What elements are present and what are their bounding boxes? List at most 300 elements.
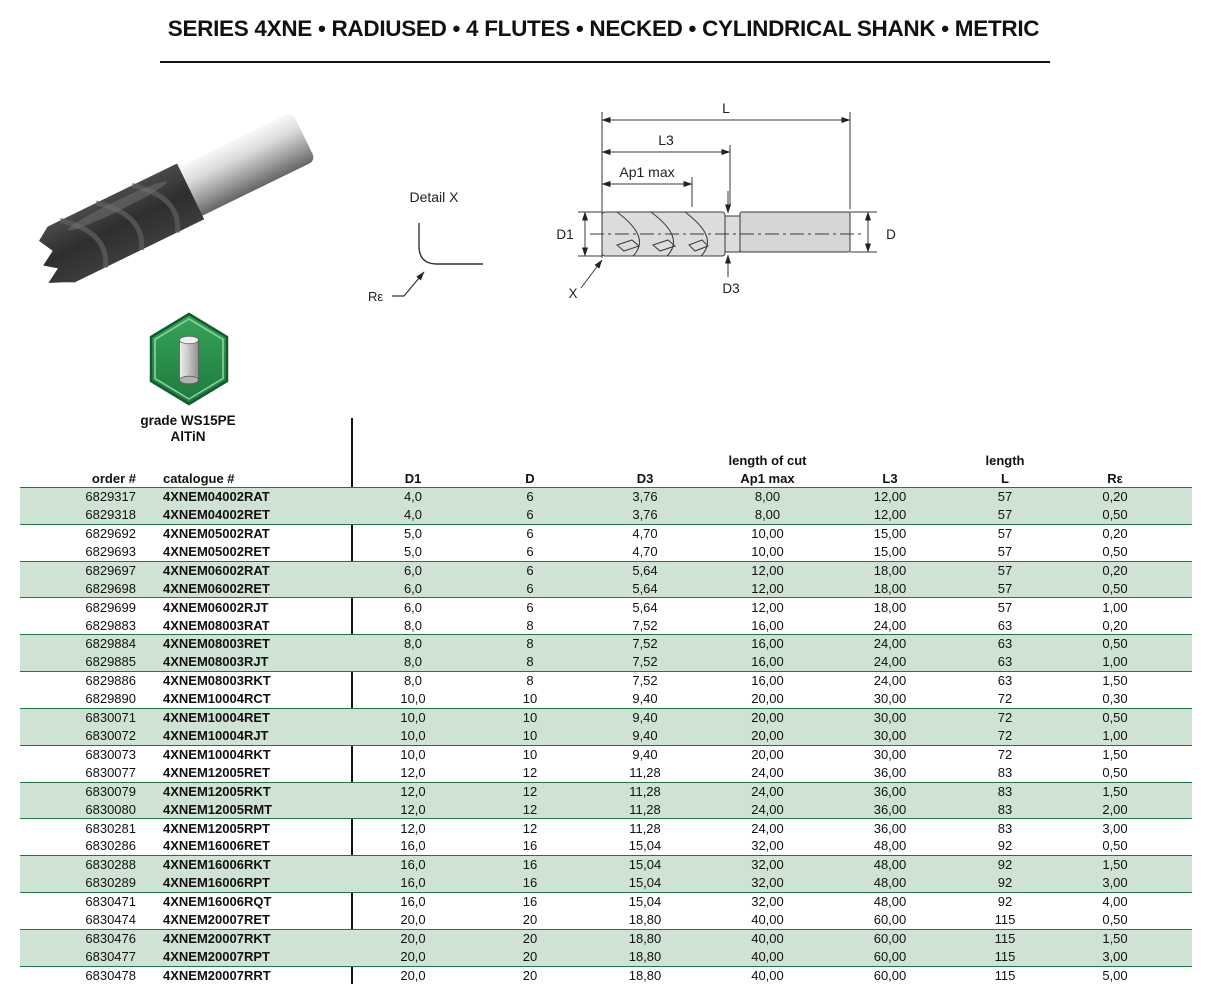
table-cell: 30,00 <box>873 727 907 743</box>
table-cell: 4XNEM20007RKT <box>163 930 271 946</box>
table-cell: 4XNEM08003RET <box>163 636 270 652</box>
table-cell: 6 <box>526 543 534 559</box>
col-header-re: Rε <box>1107 471 1123 486</box>
table-cell: 9,40 <box>632 710 658 726</box>
table-cell: 10 <box>522 746 538 762</box>
table-cell: 6 <box>526 526 534 542</box>
table-cell: 6830073 <box>85 746 136 762</box>
table-header-row <box>20 469 1192 486</box>
table-cell: 6829698 <box>85 580 136 596</box>
table-cell: 60,00 <box>873 912 907 928</box>
table-cell: 9,40 <box>632 727 658 743</box>
table-row <box>20 505 1192 523</box>
table-cell: 6829885 <box>85 654 136 670</box>
table-cell: 10,00 <box>751 543 784 559</box>
table-cell: 6829693 <box>85 543 136 559</box>
table-cell: 1,50 <box>1102 673 1128 689</box>
table-cell: 32,00 <box>751 894 784 910</box>
table-cell: 12,00 <box>751 580 784 596</box>
table-cell: 6830077 <box>85 764 136 780</box>
table-cell: 6830289 <box>85 875 136 891</box>
table-row <box>20 653 1192 671</box>
col-header-l3: L3 <box>882 471 898 486</box>
table-cell: 0,20 <box>1102 562 1128 578</box>
table-row <box>20 855 1192 873</box>
table-cell: 30,00 <box>873 691 907 707</box>
table-cell: 12,00 <box>873 507 907 523</box>
table-row <box>20 671 1192 689</box>
table-cell: 4XNEM04002RET <box>163 507 270 523</box>
table-cell: 92 <box>997 875 1013 891</box>
table-cell: 115 <box>994 930 1016 946</box>
table-cell: 4XNEM16006RKT <box>163 857 271 873</box>
table-cell: 7,52 <box>632 654 658 670</box>
table-cell: 36,00 <box>873 764 907 780</box>
table-cell: 32,00 <box>751 875 784 891</box>
table-cell: 16,0 <box>400 894 426 910</box>
table-cell: 40,00 <box>751 930 784 946</box>
table-cell: 6829692 <box>85 526 136 542</box>
table-cell: 18,00 <box>873 599 907 615</box>
table-cell: 48,00 <box>873 894 907 910</box>
table-cell: 7,52 <box>632 673 658 689</box>
table-cell: 115 <box>994 948 1016 964</box>
table-cell: 36,00 <box>873 783 907 799</box>
col-header-d3: D3 <box>636 471 654 486</box>
table-cell: 0,20 <box>1102 617 1128 633</box>
re-leader-line <box>392 272 424 296</box>
table-cell: 0,50 <box>1102 764 1128 780</box>
table-cell: 16,00 <box>751 654 784 670</box>
table-cell: 40,00 <box>751 948 784 964</box>
table-cell: 18,00 <box>873 562 907 578</box>
table-cell: 1,00 <box>1102 599 1128 615</box>
table-cell: 8,00 <box>754 507 781 523</box>
table-cell: 24,00 <box>873 636 907 652</box>
table-cell: 63 <box>997 654 1013 670</box>
table-cell: 0,20 <box>1102 489 1128 505</box>
table-row <box>20 634 1192 652</box>
table-cell: 24,00 <box>751 764 784 780</box>
table-cell: 3,00 <box>1102 875 1128 891</box>
table-cell: 32,00 <box>751 838 784 854</box>
table-cell: 20 <box>522 930 538 946</box>
table-cell: 92 <box>997 838 1013 854</box>
table-cell: 83 <box>997 783 1013 799</box>
table-cell: 3,00 <box>1102 820 1128 836</box>
table-cell: 12 <box>522 764 538 780</box>
table-cell: 15,04 <box>628 838 662 854</box>
table-cell: 6830072 <box>85 727 136 743</box>
table-cell: 4XNEM20007RET <box>163 912 270 928</box>
table-cell: 4XNEM08003RKT <box>163 673 271 689</box>
table-cell: 4XNEM10004RKT <box>163 746 271 762</box>
table-cell: 8,0 <box>403 617 423 633</box>
table-row <box>20 947 1192 965</box>
table-cell: 6829318 <box>85 507 136 523</box>
table-cell: 16 <box>522 838 538 854</box>
table-row <box>20 800 1192 818</box>
table-cell: 11,28 <box>629 764 661 780</box>
table-row <box>20 782 1192 800</box>
table-cell: 8,00 <box>754 489 781 505</box>
table-cell: 20,0 <box>400 912 426 928</box>
table-cell: 4XNEM08003RAT <box>163 617 270 633</box>
table-cell: 115 <box>994 912 1016 928</box>
table-cell: 4XNEM12005RPT <box>163 820 270 836</box>
table-cell: 10 <box>522 691 538 707</box>
table-cell: 63 <box>997 636 1013 652</box>
grade-badge-hexagon-icon <box>146 312 232 406</box>
table-cell: 11,28 <box>629 801 661 817</box>
table-cell: 5,00 <box>1102 967 1128 983</box>
table-cell: 8 <box>526 673 534 689</box>
table-cell: 16,0 <box>400 857 426 873</box>
table-cell: 57 <box>997 599 1013 615</box>
table-cell: 6 <box>526 580 534 596</box>
grade-name: grade WS15PE <box>140 413 236 428</box>
corner-radius-profile <box>419 223 483 264</box>
table-cell: 6,0 <box>403 599 423 615</box>
table-cell: 24,00 <box>873 617 907 633</box>
table-cell: 12,0 <box>400 783 426 799</box>
table-cell: 1,50 <box>1102 930 1128 946</box>
table-cell: 48,00 <box>873 875 907 891</box>
table-cell: 4,70 <box>632 543 658 559</box>
table-row <box>20 929 1192 947</box>
table-cell: 16,00 <box>751 673 784 689</box>
table-cell: 20,00 <box>751 727 784 743</box>
table-cell: 4,0 <box>403 489 423 505</box>
table-cell: 18,80 <box>628 967 662 983</box>
table-cell: 72 <box>997 727 1013 743</box>
table-cell: 15,00 <box>873 526 907 542</box>
table-cell: 10,00 <box>751 526 784 542</box>
table-cell: 15,04 <box>628 857 662 873</box>
table-cell: 63 <box>997 673 1013 689</box>
table-row <box>20 689 1192 707</box>
table-cell: 12,0 <box>400 820 426 836</box>
table-cell: 20 <box>522 948 538 964</box>
table-cell: 60,00 <box>873 948 907 964</box>
col-header-l: L <box>1001 471 1009 486</box>
table-cell: 7,52 <box>632 617 658 633</box>
table-cell: 20 <box>522 967 538 983</box>
table-cell: 6830471 <box>85 894 136 910</box>
table-row <box>20 616 1192 634</box>
table-cell: 4XNEM08003RJT <box>163 654 269 670</box>
product-photo-endmill <box>38 100 330 300</box>
table-cell: 12 <box>522 783 538 799</box>
table-cell: 36,00 <box>873 820 907 836</box>
table-cell: 16 <box>522 894 538 910</box>
table-cell: 1,00 <box>1102 654 1128 670</box>
table-cell: 4XNEM05002RET <box>163 543 270 559</box>
table-cell: 92 <box>997 857 1013 873</box>
table-row <box>20 837 1192 855</box>
table-row <box>20 892 1192 910</box>
table-row <box>20 524 1192 542</box>
table-cell: 6830474 <box>85 912 136 928</box>
table-cell: 4XNEM12005RET <box>163 764 270 780</box>
table-cell: 11,28 <box>629 820 661 836</box>
table-cell: 4XNEM06002RJT <box>163 599 269 615</box>
table-cell: 1,50 <box>1102 746 1128 762</box>
table-cell: 10,0 <box>400 710 426 726</box>
table-cell: 6830478 <box>85 967 136 983</box>
table-cell: 20,0 <box>400 930 426 946</box>
table-cell: 24,00 <box>873 654 907 670</box>
table-cell: 12,00 <box>751 599 784 615</box>
table-cell: 4,70 <box>632 526 658 542</box>
table-row <box>20 579 1192 597</box>
table-cell: 0,50 <box>1102 507 1128 523</box>
table-cell: 1,00 <box>1102 727 1128 743</box>
table-cell: 6829697 <box>85 562 136 578</box>
table-cell: 48,00 <box>873 838 907 854</box>
table-cell: 30,00 <box>873 710 907 726</box>
table-cell: 48,00 <box>873 857 907 873</box>
dim-label-D3: D3 <box>722 281 740 296</box>
page-title: SERIES 4XNE • RADIUSED • 4 FLUTES • NECKED • CYLINDRICAL SHANK • METRIC <box>167 16 1040 41</box>
table-cell: 6 <box>526 562 534 578</box>
table-cell: 83 <box>997 820 1013 836</box>
table-cell: 12 <box>522 820 538 836</box>
table-cell: 4XNEM05002RAT <box>163 526 270 542</box>
table-cell: 6829884 <box>85 636 136 652</box>
table-cell: 0,50 <box>1102 580 1128 596</box>
group-header-length: length <box>985 453 1025 468</box>
table-cell: 6829317 <box>85 489 136 505</box>
table-cell: 0,30 <box>1102 691 1128 707</box>
dim-label-D: D <box>886 227 896 242</box>
table-cell: 5,0 <box>403 543 423 559</box>
table-cell: 5,64 <box>632 599 658 615</box>
table-row <box>20 910 1192 928</box>
table-cell: 16,00 <box>751 636 784 652</box>
table-cell: 20,00 <box>751 691 784 707</box>
table-cell: 6 <box>526 507 534 523</box>
table-cell: 4XNEM10004RCT <box>163 691 271 707</box>
table-cell: 6829699 <box>85 599 136 615</box>
table-cell: 24,00 <box>751 783 784 799</box>
table-cell: 83 <box>997 801 1013 817</box>
table-cell: 12,00 <box>873 489 907 505</box>
table-cell: 4XNEM12005RMT <box>163 801 273 817</box>
table-cell: 8 <box>526 636 534 652</box>
table-row <box>20 763 1192 781</box>
table-cell: 6830281 <box>85 820 136 836</box>
table-cell: 32,00 <box>751 857 784 873</box>
table-cell: 6,0 <box>403 562 423 578</box>
table-cell: 4XNEM06002RAT <box>163 562 270 578</box>
table-cell: 20,00 <box>751 710 784 726</box>
table-row <box>20 745 1192 763</box>
table-cell: 4XNEM10004RJT <box>163 727 269 743</box>
table-cell: 36,00 <box>873 801 907 817</box>
table-cell: 9,40 <box>632 746 658 762</box>
table-cell: 115 <box>994 967 1016 983</box>
table-cell: 40,00 <box>751 912 784 928</box>
table-cell: 12,0 <box>400 764 426 780</box>
table-cell: 6830476 <box>85 930 136 946</box>
table-cell: 8,0 <box>403 654 423 670</box>
table-cell: 16,00 <box>751 617 784 633</box>
table-cell: 24,00 <box>751 820 784 836</box>
table-row <box>20 818 1192 836</box>
table-cell: 0,50 <box>1102 838 1128 854</box>
table-cell: 6829883 <box>85 617 136 633</box>
table-cell: 1,50 <box>1102 857 1128 873</box>
table-cell: 6830079 <box>85 783 136 799</box>
table-cell: 11,28 <box>629 783 661 799</box>
table-cell: 0,50 <box>1102 636 1128 652</box>
table-row <box>20 597 1192 615</box>
table-cell: 57 <box>997 507 1013 523</box>
table-cell: 6 <box>526 599 534 615</box>
table-cell: 8 <box>526 654 534 670</box>
dimension-drawing <box>545 95 905 320</box>
table-cell: 57 <box>997 489 1013 505</box>
table-cell: 4,00 <box>1102 894 1128 910</box>
col-header-catalogue: catalogue # <box>163 471 235 486</box>
table-cell: 15,00 <box>873 543 907 559</box>
table-cell: 40,00 <box>751 967 784 983</box>
table-row <box>20 542 1192 560</box>
table-cell: 4XNEM10004RET <box>163 710 270 726</box>
table-cell: 6829890 <box>85 691 136 707</box>
dim-label-L: L <box>722 100 730 116</box>
re-label: Rε <box>368 289 384 304</box>
table-row <box>20 561 1192 579</box>
table-cell: 0,20 <box>1102 526 1128 542</box>
grade-block <box>103 413 273 445</box>
table-cell: 30,00 <box>873 746 907 762</box>
dim-label-L3: L3 <box>658 132 674 148</box>
table-row <box>20 966 1192 984</box>
table-cell: 16 <box>522 875 538 891</box>
table-cell: 16 <box>522 857 538 873</box>
table-cell: 10,0 <box>400 746 426 762</box>
table-cell: 6830477 <box>85 948 136 964</box>
table-group-header-row <box>20 452 1192 468</box>
table-cell: 6,0 <box>403 580 423 596</box>
table-cell: 4XNEM16006RQT <box>163 894 272 910</box>
table-cell: 1,50 <box>1102 783 1128 799</box>
table-cell: 16,0 <box>400 875 426 891</box>
table-cell: 10,0 <box>400 727 426 743</box>
table-cell: 3,76 <box>632 489 658 505</box>
table-cell: 4XNEM16006RET <box>163 838 270 854</box>
table-cell: 2,00 <box>1102 801 1128 817</box>
table-cell: 57 <box>997 562 1013 578</box>
table-row <box>20 708 1192 726</box>
table-cell: 4,0 <box>403 507 423 523</box>
table-cell: 20,0 <box>400 948 426 964</box>
table-cell: 6830071 <box>85 710 136 726</box>
col-header-d: D <box>525 471 535 486</box>
table-cell: 6830288 <box>85 857 136 873</box>
table-cell: 4XNEM16006RPT <box>163 875 270 891</box>
table-rows <box>20 487 1192 984</box>
table-cell: 4XNEM04002RAT <box>163 489 270 505</box>
table-cell: 72 <box>997 710 1013 726</box>
table-cell: 15,04 <box>628 875 662 891</box>
table-cell: 72 <box>997 691 1013 707</box>
table-cell: 8,0 <box>403 673 423 689</box>
table-cell: 3,00 <box>1102 948 1128 964</box>
table-cell: 72 <box>997 746 1013 762</box>
table-cell: 5,0 <box>403 526 423 542</box>
dim-label-Ap1max: Ap1 max <box>619 164 675 180</box>
table-cell: 10 <box>522 710 538 726</box>
table-cell: 8,0 <box>403 636 423 652</box>
table-cell: 18,80 <box>628 912 662 928</box>
table-cell: 0,50 <box>1102 912 1128 928</box>
table-cell: 83 <box>997 764 1013 780</box>
detail-x-label: Detail X <box>409 189 459 205</box>
col-header-d1: D1 <box>404 471 422 486</box>
detail-x-diagram <box>352 186 517 306</box>
table-cell: 10,0 <box>400 691 426 707</box>
table-row <box>20 874 1192 892</box>
table-cell: 16,0 <box>400 838 426 854</box>
table-cell: 63 <box>997 617 1013 633</box>
table-cell: 9,40 <box>632 691 658 707</box>
table-cell: 24,00 <box>751 801 784 817</box>
table-row <box>20 726 1192 744</box>
dim-label-D1: D1 <box>556 227 574 242</box>
table-cell: 12 <box>522 801 538 817</box>
table-cell: 92 <box>997 894 1013 910</box>
table-cell: 4XNEM20007RRT <box>163 967 271 983</box>
table-cell: 6829886 <box>85 673 136 689</box>
group-header-length-of-cut: length of cut <box>728 453 807 468</box>
table-cell: 57 <box>997 543 1013 559</box>
table-cell: 8 <box>526 617 534 633</box>
table-cell: 6830286 <box>85 838 136 854</box>
grade-coating: AlTiN <box>170 429 206 444</box>
table-cell: 5,64 <box>632 580 658 596</box>
table-cell: 12,0 <box>400 801 426 817</box>
cylinder-icon <box>180 336 199 384</box>
table-cell: 20,0 <box>400 967 426 983</box>
dim-label-X: X <box>568 286 578 301</box>
table-cell: 7,52 <box>632 636 658 652</box>
table-cell: 0,50 <box>1102 710 1128 726</box>
col-header-ap1max: Ap1 max <box>740 471 795 486</box>
table-cell: 18,80 <box>628 930 662 946</box>
table-cell: 18,00 <box>873 580 907 596</box>
table-cell: 4XNEM06002RET <box>163 580 270 596</box>
table-cell: 15,04 <box>628 894 662 910</box>
table-cell: 4XNEM20007RPT <box>163 948 270 964</box>
table-cell: 6830080 <box>85 801 136 817</box>
table-cell: 4XNEM12005RKT <box>163 783 271 799</box>
table-cell: 18,80 <box>628 948 662 964</box>
table-cell: 60,00 <box>873 967 907 983</box>
title-rule <box>160 61 1050 63</box>
table-cell: 20 <box>522 912 538 928</box>
table-cell: 57 <box>997 580 1013 596</box>
table-cell: 0,50 <box>1102 543 1128 559</box>
table-cell: 3,76 <box>632 507 658 523</box>
table-cell: 6 <box>526 489 534 505</box>
col-header-order: order # <box>91 471 136 486</box>
table-cell: 12,00 <box>751 562 784 578</box>
table-cell: 10 <box>522 727 538 743</box>
table-cell: 57 <box>997 526 1013 542</box>
